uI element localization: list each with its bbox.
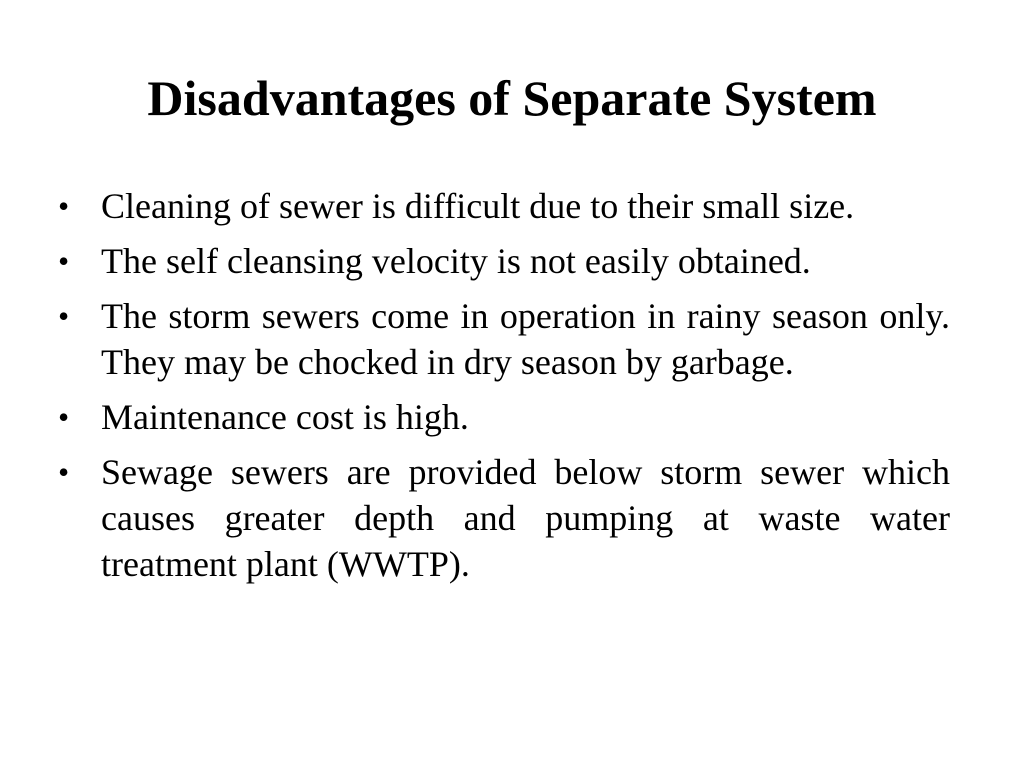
- bullet-item: [54, 293, 950, 385]
- bullet-text: The self cleansing velocity is not easily obtained.: [101, 241, 811, 281]
- bullet-item: [54, 394, 950, 440]
- bullet-text: Cleaning of sewer is difficult due to their small size.: [101, 186, 855, 226]
- bullet-item: [54, 238, 950, 284]
- bullet-text: Maintenance cost is high.: [101, 397, 469, 437]
- bullet-icon: •: [58, 188, 70, 224]
- bullet-icon: •: [58, 454, 70, 490]
- slide-title: Disadvantages of Separate System: [147, 70, 877, 126]
- bullet-icon: •: [58, 243, 70, 279]
- bullet-list: [54, 183, 950, 596]
- bullet-item: [54, 449, 950, 587]
- bullet-text: Sewage sewers are provided below storm sewer which causes greater depth and pumping at waste water treatment plant (WWTP).: [101, 452, 950, 584]
- bullet-item: [54, 183, 950, 229]
- bullet-text: The storm sewers come in operation in rainy season only. They may be chocked in dry season by garbage.: [101, 296, 950, 382]
- bullet-icon: •: [58, 298, 70, 334]
- bullet-icon: •: [58, 399, 70, 435]
